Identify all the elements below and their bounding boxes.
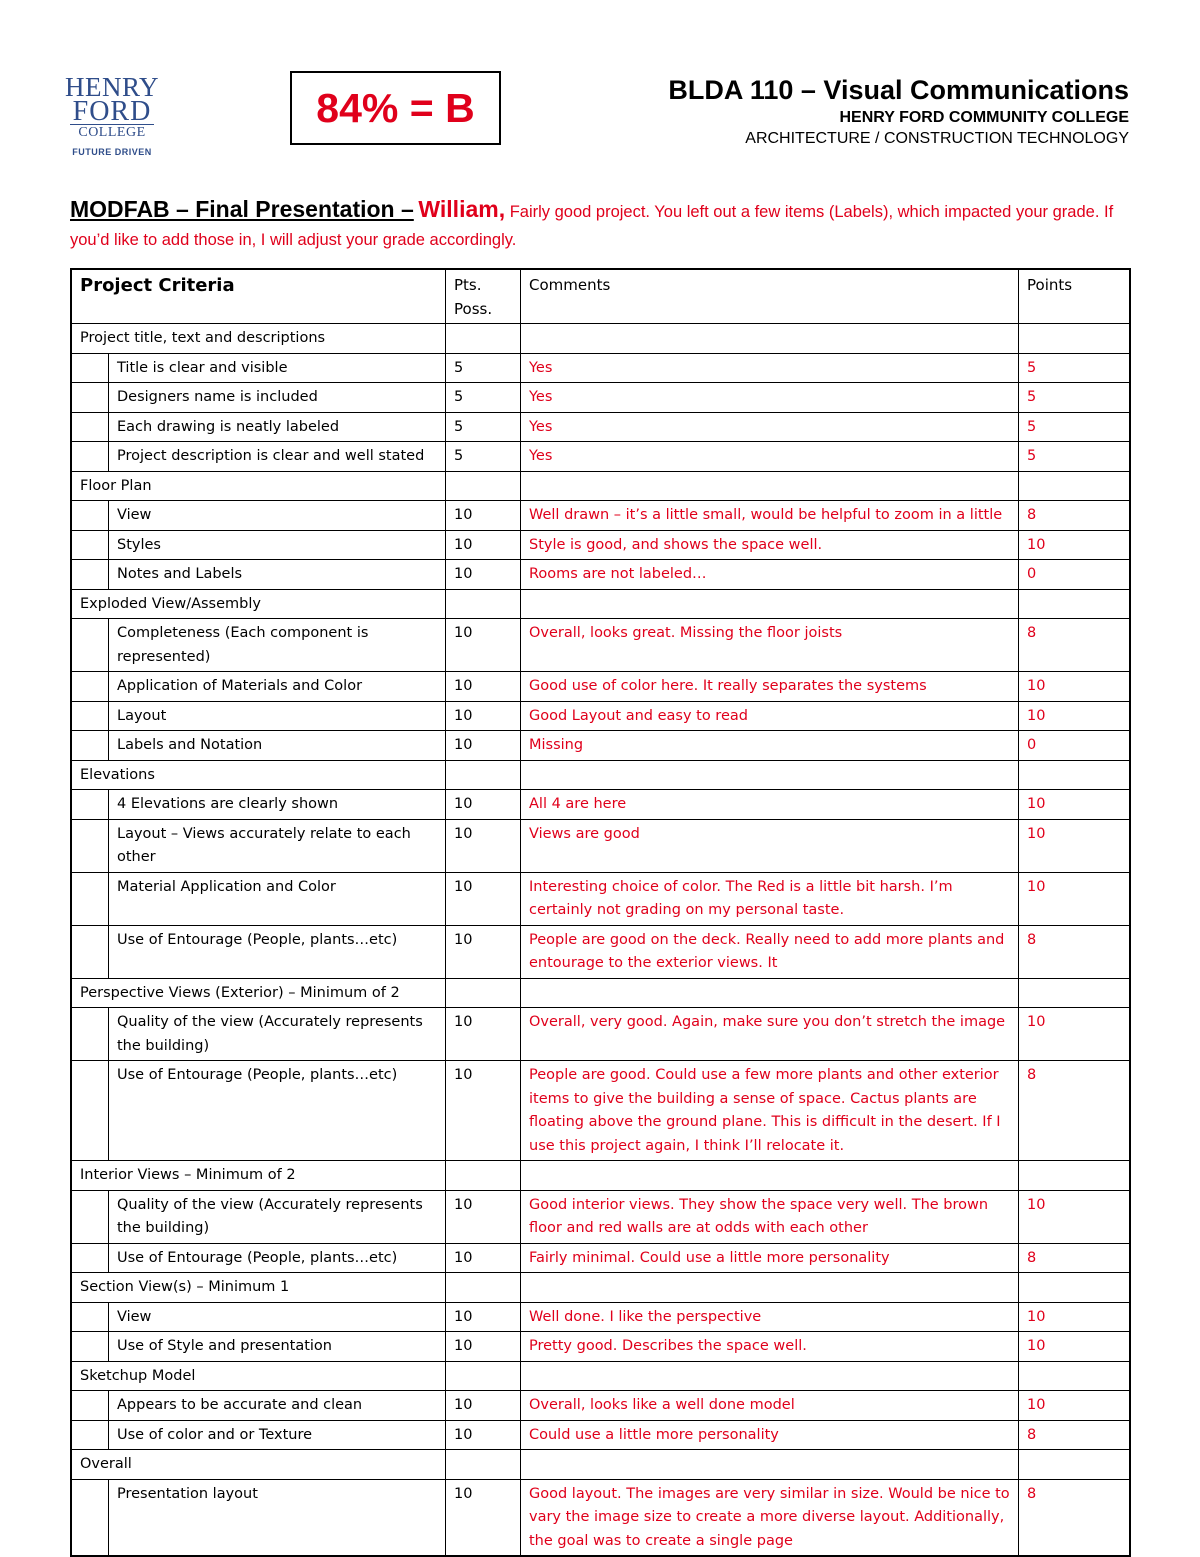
pts-possible-cell: 10	[446, 731, 521, 761]
points-earned-cell: 10	[1019, 1008, 1131, 1061]
points-earned-cell: 8	[1019, 1479, 1131, 1556]
points-earned-cell: 10	[1019, 790, 1131, 820]
comment-cell: Well done. I like the perspective	[521, 1302, 1019, 1332]
section-empty-cell	[521, 471, 1019, 501]
section-empty-cell	[1019, 760, 1131, 790]
indent-cell	[71, 1332, 109, 1362]
criterion-cell: Use of Entourage (People, plants…etc)	[109, 1243, 446, 1273]
pts-possible-cell: 10	[446, 1190, 521, 1243]
points-earned-cell: 5	[1019, 383, 1131, 413]
section-empty-cell	[1019, 471, 1131, 501]
section-empty-cell	[446, 589, 521, 619]
comment-cell: Good use of color here. It really separates the systems	[521, 672, 1019, 702]
section-row	[71, 1273, 1130, 1303]
section-name: Interior Views – Minimum of 2	[71, 1161, 446, 1191]
criterion-cell: 4 Elevations are clearly shown	[109, 790, 446, 820]
section-empty-cell	[521, 324, 1019, 354]
indent-cell	[71, 1302, 109, 1332]
points-earned-cell: 8	[1019, 1420, 1131, 1450]
indent-cell	[71, 412, 109, 442]
comment-cell: People are good. Could use a few more plants and other exterior items to give the building a sense of space. Cactus plants are floating above the ground plane. This is difficult in the desert. If I use this project again, I think I’ll relocate it.	[521, 1061, 1019, 1161]
table-row	[71, 1420, 1130, 1450]
comment-cell: Could use a little more personality	[521, 1420, 1019, 1450]
criterion-cell: Project description is clear and well stated	[109, 442, 446, 472]
indent-cell	[71, 501, 109, 531]
header-pts-possible: Pts. Poss.	[446, 269, 521, 324]
comment-cell: Rooms are not labeled…	[521, 560, 1019, 590]
logo-tagline: FUTURE DRIVEN	[72, 147, 152, 157]
pts-possible-cell: 10	[446, 1332, 521, 1362]
comment-cell: People are good on the deck. Really need to add more plants and entourage to the exterior views. It	[521, 925, 1019, 978]
indent-cell	[71, 383, 109, 413]
table-row	[71, 353, 1130, 383]
pts-possible-cell: 10	[446, 501, 521, 531]
comment-cell: Good layout. The images are very similar in size. Would be nice to vary the image size to create a more diverse layout. Additionally, the goal was to create a single page	[521, 1479, 1019, 1556]
criterion-cell: Layout – Views accurately relate to each other	[109, 819, 446, 872]
pts-possible-cell: 5	[446, 353, 521, 383]
table-row	[71, 731, 1130, 761]
section-row	[71, 978, 1130, 1008]
section-name: Exploded View/Assembly	[71, 589, 446, 619]
section-empty-cell	[446, 978, 521, 1008]
table-row	[71, 1302, 1130, 1332]
points-earned-cell: 10	[1019, 672, 1131, 702]
section-empty-cell	[446, 1450, 521, 1480]
points-earned-cell: 5	[1019, 412, 1131, 442]
instructor-feedback: Fairly good project. You left out a few items (Labels), which impacted your grade. If you’d like to add those in, I will adjust your grade accordingly.	[70, 203, 1114, 249]
comment-cell: Overall, looks like a well done model	[521, 1391, 1019, 1421]
pts-possible-cell: 10	[446, 530, 521, 560]
criterion-cell: Quality of the view (Accurately represents the building)	[109, 1008, 446, 1061]
section-row	[71, 324, 1130, 354]
section-row	[71, 471, 1130, 501]
course-title: BLDA 110 – Visual Communications	[668, 75, 1129, 105]
points-earned-cell: 10	[1019, 701, 1131, 731]
points-earned-cell: 8	[1019, 1061, 1131, 1161]
logo-line-2: FORD	[72, 96, 152, 127]
points-earned-cell: 0	[1019, 560, 1131, 590]
points-earned-cell: 8	[1019, 925, 1131, 978]
section-empty-cell	[1019, 1361, 1131, 1391]
indent-cell	[71, 1008, 109, 1061]
section-empty-cell	[1019, 589, 1131, 619]
college-name: HENRY FORD COMMUNITY COLLEGE	[839, 109, 1129, 126]
pts-possible-cell: 10	[446, 1302, 521, 1332]
section-empty-cell	[446, 324, 521, 354]
points-earned-cell: 10	[1019, 819, 1131, 872]
indent-cell	[71, 731, 109, 761]
section-empty-cell	[521, 760, 1019, 790]
points-earned-cell: 8	[1019, 501, 1131, 531]
comment-cell: Missing	[521, 731, 1019, 761]
points-earned-cell: 8	[1019, 619, 1131, 672]
criterion-cell: View	[109, 501, 446, 531]
indent-cell	[71, 619, 109, 672]
comment-cell: Pretty good. Describes the space well.	[521, 1332, 1019, 1362]
course-header	[668, 74, 1129, 149]
table-header-row	[71, 269, 1130, 324]
assignment-title-block	[70, 195, 1140, 254]
table-row	[71, 1391, 1130, 1421]
header-criteria: Project Criteria	[71, 269, 446, 324]
table-row	[71, 1332, 1130, 1362]
points-earned-cell: 10	[1019, 1391, 1131, 1421]
grading-rubric-table	[70, 268, 1131, 1557]
pts-possible-cell: 10	[446, 701, 521, 731]
indent-cell	[71, 1479, 109, 1556]
section-row	[71, 1361, 1130, 1391]
section-empty-cell	[521, 1273, 1019, 1303]
section-row	[71, 589, 1130, 619]
student-name: William,	[418, 196, 506, 222]
pts-possible-cell: 10	[446, 925, 521, 978]
points-earned-cell: 5	[1019, 442, 1131, 472]
table-row	[71, 701, 1130, 731]
indent-cell	[71, 819, 109, 872]
indent-cell	[71, 1061, 109, 1161]
section-empty-cell	[446, 760, 521, 790]
section-empty-cell	[1019, 978, 1131, 1008]
section-empty-cell	[521, 1161, 1019, 1191]
department-name: ARCHITECTURE / CONSTRUCTION TECHNOLOGY	[745, 130, 1129, 147]
criterion-cell: Use of Entourage (People, plants…etc)	[109, 925, 446, 978]
table-row	[71, 560, 1130, 590]
indent-cell	[71, 925, 109, 978]
section-name: Project title, text and descriptions	[71, 324, 446, 354]
indent-cell	[71, 872, 109, 925]
grade-text: 84% = B	[316, 84, 475, 131]
criterion-cell: Use of Style and presentation	[109, 1332, 446, 1362]
comment-cell: Overall, very good. Again, make sure you don’t stretch the image	[521, 1008, 1019, 1061]
section-empty-cell	[521, 978, 1019, 1008]
points-earned-cell: 8	[1019, 1243, 1131, 1273]
section-empty-cell	[1019, 1273, 1131, 1303]
pts-possible-cell: 5	[446, 383, 521, 413]
table-row	[71, 790, 1130, 820]
indent-cell	[71, 1243, 109, 1273]
criterion-cell: Use of Entourage (People, plants…etc)	[109, 1061, 446, 1161]
comment-cell: Well drawn – it’s a little small, would be helpful to zoom in a little	[521, 501, 1019, 531]
section-empty-cell	[446, 1361, 521, 1391]
table-row	[71, 925, 1130, 978]
section-row	[71, 1450, 1130, 1480]
points-earned-cell: 10	[1019, 872, 1131, 925]
table-row	[71, 819, 1130, 872]
comment-cell: Good Layout and easy to read	[521, 701, 1019, 731]
college-logo	[62, 74, 162, 159]
section-row	[71, 760, 1130, 790]
indent-cell	[71, 442, 109, 472]
comment-cell: Interesting choice of color. The Red is a little bit harsh. I’m certainly not grading on my personal taste.	[521, 872, 1019, 925]
table-row	[71, 672, 1130, 702]
section-empty-cell	[1019, 324, 1131, 354]
pts-possible-cell: 10	[446, 672, 521, 702]
indent-cell	[71, 353, 109, 383]
table-row	[71, 412, 1130, 442]
criterion-cell: Labels and Notation	[109, 731, 446, 761]
comment-cell: Style is good, and shows the space well.	[521, 530, 1019, 560]
indent-cell	[71, 701, 109, 731]
section-empty-cell	[446, 1273, 521, 1303]
section-name: Perspective Views (Exterior) – Minimum of 2	[71, 978, 446, 1008]
pts-possible-cell: 10	[446, 1391, 521, 1421]
table-row	[71, 1479, 1130, 1556]
logo-line-3: COLLEGE	[70, 124, 154, 141]
section-name: Overall	[71, 1450, 446, 1480]
criterion-cell: Title is clear and visible	[109, 353, 446, 383]
points-earned-cell: 10	[1019, 1302, 1131, 1332]
section-empty-cell	[521, 589, 1019, 619]
criterion-cell: Styles	[109, 530, 446, 560]
table-row	[71, 619, 1130, 672]
table-row	[71, 501, 1130, 531]
criterion-cell: Application of Materials and Color	[109, 672, 446, 702]
criterion-cell: Designers name is included	[109, 383, 446, 413]
comment-cell: Yes	[521, 383, 1019, 413]
comment-cell: Yes	[521, 353, 1019, 383]
comment-cell: Fairly minimal. Could use a little more personality	[521, 1243, 1019, 1273]
section-row	[71, 1161, 1130, 1191]
table-row	[71, 1190, 1130, 1243]
criterion-cell: Use of color and or Texture	[109, 1420, 446, 1450]
assignment-title: MODFAB – Final Presentation –	[70, 196, 414, 222]
criterion-cell: View	[109, 1302, 446, 1332]
table-row	[71, 1061, 1130, 1161]
criterion-cell: Presentation layout	[109, 1479, 446, 1556]
comment-cell: Yes	[521, 442, 1019, 472]
header-comments: Comments	[521, 269, 1019, 324]
section-name: Elevations	[71, 760, 446, 790]
logo-line-1: HENRY	[64, 72, 159, 102]
table-row	[71, 383, 1130, 413]
comment-cell: Overall, looks great. Missing the floor joists	[521, 619, 1019, 672]
table-row	[71, 872, 1130, 925]
table-row	[71, 1008, 1130, 1061]
header-points: Points	[1019, 269, 1131, 324]
pts-possible-cell: 5	[446, 412, 521, 442]
pts-possible-cell: 10	[446, 560, 521, 590]
points-earned-cell: 0	[1019, 731, 1131, 761]
points-earned-cell: 10	[1019, 1190, 1131, 1243]
section-empty-cell	[521, 1450, 1019, 1480]
criterion-cell: Quality of the view (Accurately represents the building)	[109, 1190, 446, 1243]
pts-possible-cell: 10	[446, 819, 521, 872]
indent-cell	[71, 1391, 109, 1421]
pts-possible-cell: 10	[446, 619, 521, 672]
criterion-cell: Appears to be accurate and clean	[109, 1391, 446, 1421]
comment-cell: Yes	[521, 412, 1019, 442]
criterion-cell: Notes and Labels	[109, 560, 446, 590]
pts-possible-cell: 5	[446, 442, 521, 472]
points-earned-cell: 5	[1019, 353, 1131, 383]
criterion-cell: Material Application and Color	[109, 872, 446, 925]
pts-possible-cell: 10	[446, 1061, 521, 1161]
table-row	[71, 530, 1130, 560]
comment-cell: Good interior views. They show the space very well. The brown floor and red walls are at odds with each other	[521, 1190, 1019, 1243]
indent-cell	[71, 1420, 109, 1450]
indent-cell	[71, 790, 109, 820]
table-row	[71, 1243, 1130, 1273]
section-name: Floor Plan	[71, 471, 446, 501]
pts-possible-cell: 10	[446, 1008, 521, 1061]
pts-possible-cell: 10	[446, 1420, 521, 1450]
pts-possible-cell: 10	[446, 1243, 521, 1273]
points-earned-cell: 10	[1019, 1332, 1131, 1362]
section-empty-cell	[1019, 1450, 1131, 1480]
grade-box	[290, 71, 501, 145]
comment-cell: Views are good	[521, 819, 1019, 872]
section-name: Section View(s) – Minimum 1	[71, 1273, 446, 1303]
pts-possible-cell: 10	[446, 872, 521, 925]
section-name: Sketchup Model	[71, 1361, 446, 1391]
pts-possible-cell: 10	[446, 790, 521, 820]
section-empty-cell	[521, 1361, 1019, 1391]
section-empty-cell	[446, 1161, 521, 1191]
section-empty-cell	[446, 471, 521, 501]
section-empty-cell	[1019, 1161, 1131, 1191]
criterion-cell: Each drawing is neatly labeled	[109, 412, 446, 442]
points-earned-cell: 10	[1019, 530, 1131, 560]
indent-cell	[71, 672, 109, 702]
pts-possible-cell: 10	[446, 1479, 521, 1556]
criterion-cell: Layout	[109, 701, 446, 731]
indent-cell	[71, 530, 109, 560]
table-row	[71, 442, 1130, 472]
indent-cell	[71, 1190, 109, 1243]
indent-cell	[71, 560, 109, 590]
criterion-cell: Completeness (Each component is represented)	[109, 619, 446, 672]
comment-cell: All 4 are here	[521, 790, 1019, 820]
